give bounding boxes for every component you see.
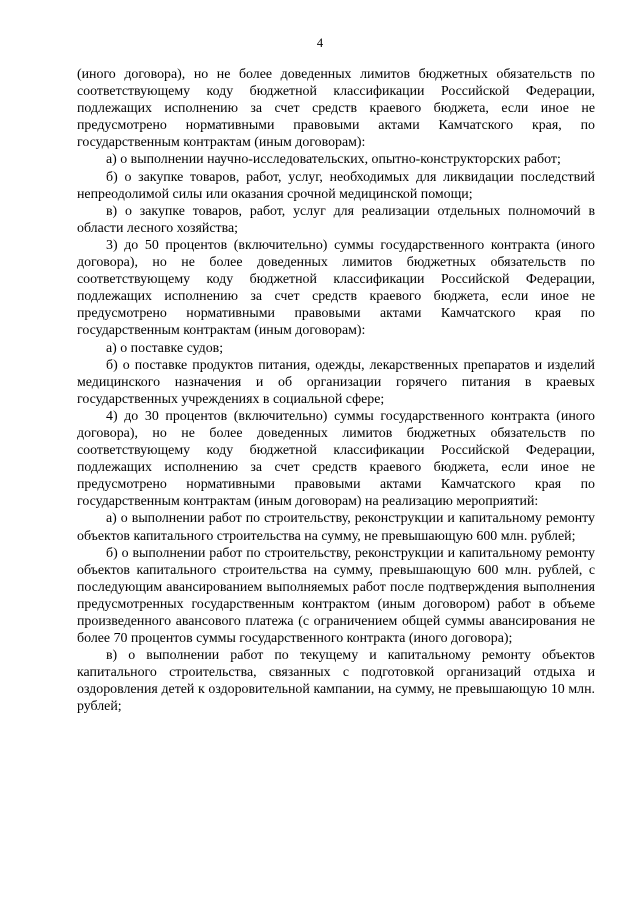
paragraph-continuation: (иного договора), но не более доведенных лимитов бюджетных обязательств по соответствующему коду бюджетной классификации Российской Федерации, подлежащих исполнению за счет средств краевого бюджета, если иное не предусмотрено нормативными правовыми актами Камчатского края, по государственным контрактам (иным договорам): xyxy=(77,67,595,151)
paragraph-point-3-item-b: б) о поставке продуктов питания, одежды, лекарственных препаратов и изделий медицинского назначения и об организации горячего питания в краевых государственных учреждениях в социальной сфере; xyxy=(77,357,595,407)
page-number: 4 xyxy=(316,36,324,50)
paragraph-point-3-item-a: а) о поставке судов; xyxy=(106,340,224,356)
document-body xyxy=(77,66,595,716)
paragraph-point-3: 3) до 50 процентов (включительно) суммы государственного контракта (иного договора), но не более доведенных лимитов бюджетных обязательств по соответствующему коду бюджетной классификации Российской Федерации, подлежащих исполнению за счет средств краевого бюджета, если иное не предусмотрено нормативными правовыми актами Камчатского края по государственным контрактам (иным договорам): xyxy=(77,237,595,339)
paragraph-item-a-research: а) о выполнении научно-исследовательских, опытно-конструкторских работ; xyxy=(106,152,561,168)
paragraph-item-c-forestry: в) о закупке товаров, работ, услуг для реализации отдельных полномочий в области лесного хозяйства; xyxy=(77,203,595,236)
paragraph-item-b-force-majeure: б) о закупке товаров, работ, услуг, необходимых для ликвидации последствий непреодолимой силы или оказания срочной медицинской помощи; xyxy=(77,169,595,202)
paragraph-point-4-item-a: а) о выполнении работ по строительству, реконструкции и капитальному ремонту объектов капитального строительства на сумму, не превышающую 600 млн. рублей; xyxy=(77,511,595,544)
paragraph-point-4-item-b: б) о выполнении работ по строительству, реконструкции и капитальному ремонту объектов капитального строительства на сумму, превышающую 600 млн. рублей, с последующим авансированием выполняемых работ после подтверждения выполнения предусмотренных государственным контрактом (иным договором) работ в объеме произведенного авансового платежа (с ограничением общей суммы авансирования не более 70 процентов суммы государственного контракта (иного договора); xyxy=(77,545,595,647)
paragraph-point-4: 4) до 30 процентов (включительно) суммы государственного контракта (иного договора), но не более доведенных лимитов бюджетных обязательств по соответствующему коду бюджетной классификации Российской Федерации, подлежащих исполнению за счет средств краевого бюджета, если иное не предусмотрено нормативными правовыми актами Камчатского края по государственным контрактам (иным договорам) на реализацию мероприятий: xyxy=(77,408,595,510)
paragraph-point-4-item-c: в) о выполнении работ по текущему и капитальному ремонту объектов капитального строительства, связанных с подготовкой организаций отдыха и оздоровления детей к оздоровительной кампании, на сумму, не превышающую 10 млн. рублей; xyxy=(77,648,595,715)
